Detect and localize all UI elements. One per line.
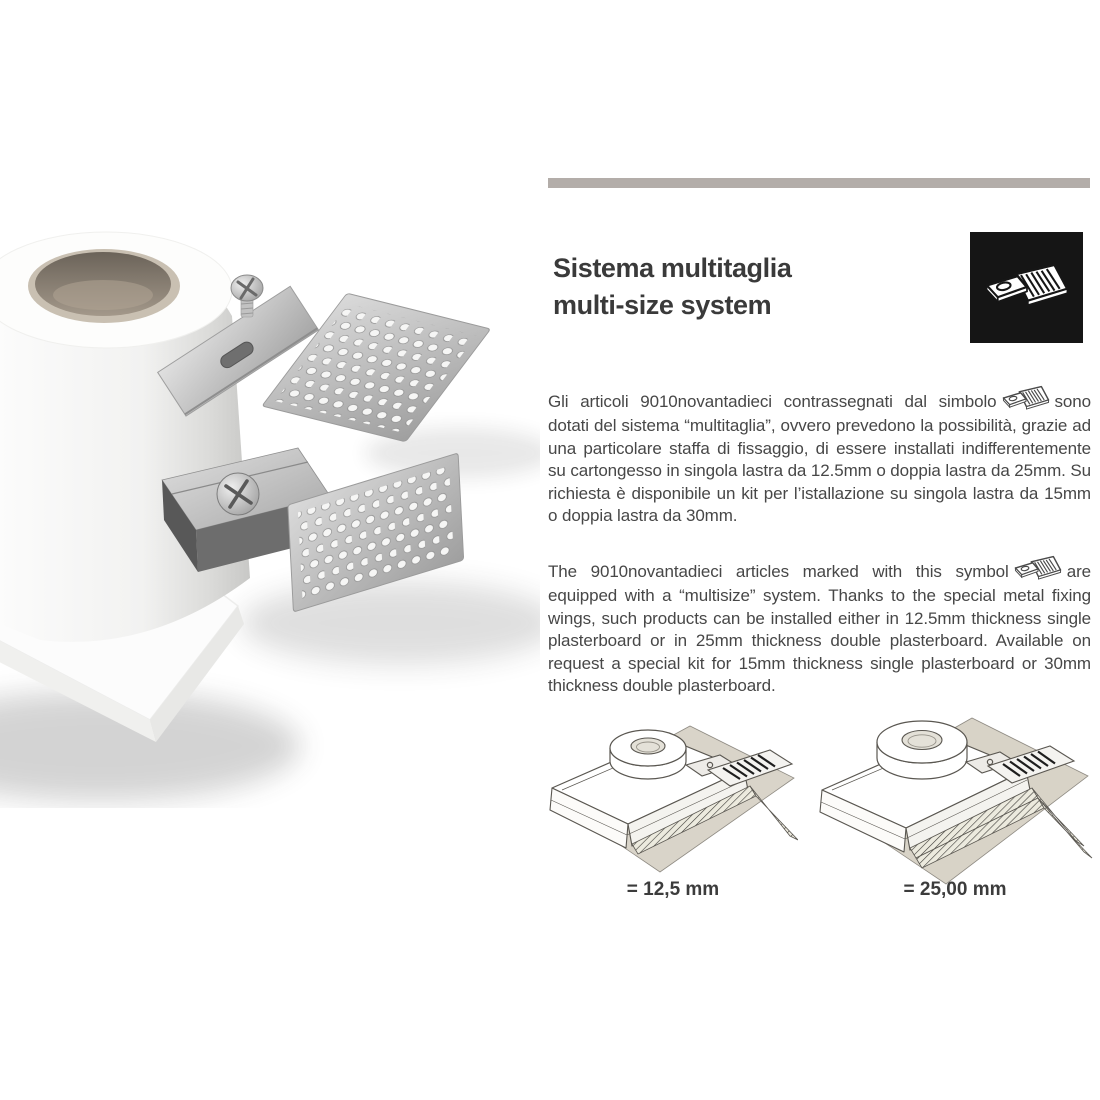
multisize-bracket-icon [1014, 554, 1062, 585]
title-english: multi-size system [553, 290, 772, 320]
page-title [553, 250, 791, 324]
multisize-bracket-icon [984, 259, 1070, 317]
paragraph-italian-after: sono dotati del sistema “multitaglia”, ovvero prevedono la possibilità, grazie ad una particolare staffa di fissaggio, di essere installati indifferentemente su cartongesso in singola lastra da 12.5mm o doppia lastra da 25mm. Su richiesta è disponibile un kit per l’istallazione su singola lastra da 15mm o doppia lastra da 30mm. [548, 392, 1091, 526]
section-divider [548, 178, 1090, 188]
diagram-double-plasterboard [816, 698, 1094, 886]
fixture-ring [877, 721, 967, 779]
title-italian: Sistema multitaglia [553, 253, 792, 283]
paragraph-italian [548, 384, 1091, 528]
product-photo [0, 148, 540, 808]
fixture-ring [610, 730, 686, 779]
bracket-screw [217, 473, 259, 515]
paragraph-english [548, 554, 1091, 698]
label-single-thickness: = 12,5 mm [626, 879, 720, 900]
multisize-symbol-badge [970, 232, 1083, 343]
paragraph-english-before: The 9010novantadieci articles marked with this symbol [548, 562, 1009, 581]
plaster-cone-fixture [0, 232, 250, 642]
paragraph-italian-before: Gli articoli 9010novantadieci contrassegnati dal simbolo [548, 392, 997, 411]
diagram-single-plasterboard [548, 704, 798, 876]
paragraph-english-after: are equipped with a “multisize” system. Thanks to the special metal fixing wings, such products can be installed either in 12.5mm thickness single plasterboard or in 25mm thickness double plasterboard. Available on request a special kit for 15mm thickness single plasterboard or 30mm thickness double plasterboard. [548, 562, 1091, 696]
multisize-bracket-icon [1002, 384, 1050, 415]
label-double-thickness: = 25,00 mm [903, 879, 1007, 900]
